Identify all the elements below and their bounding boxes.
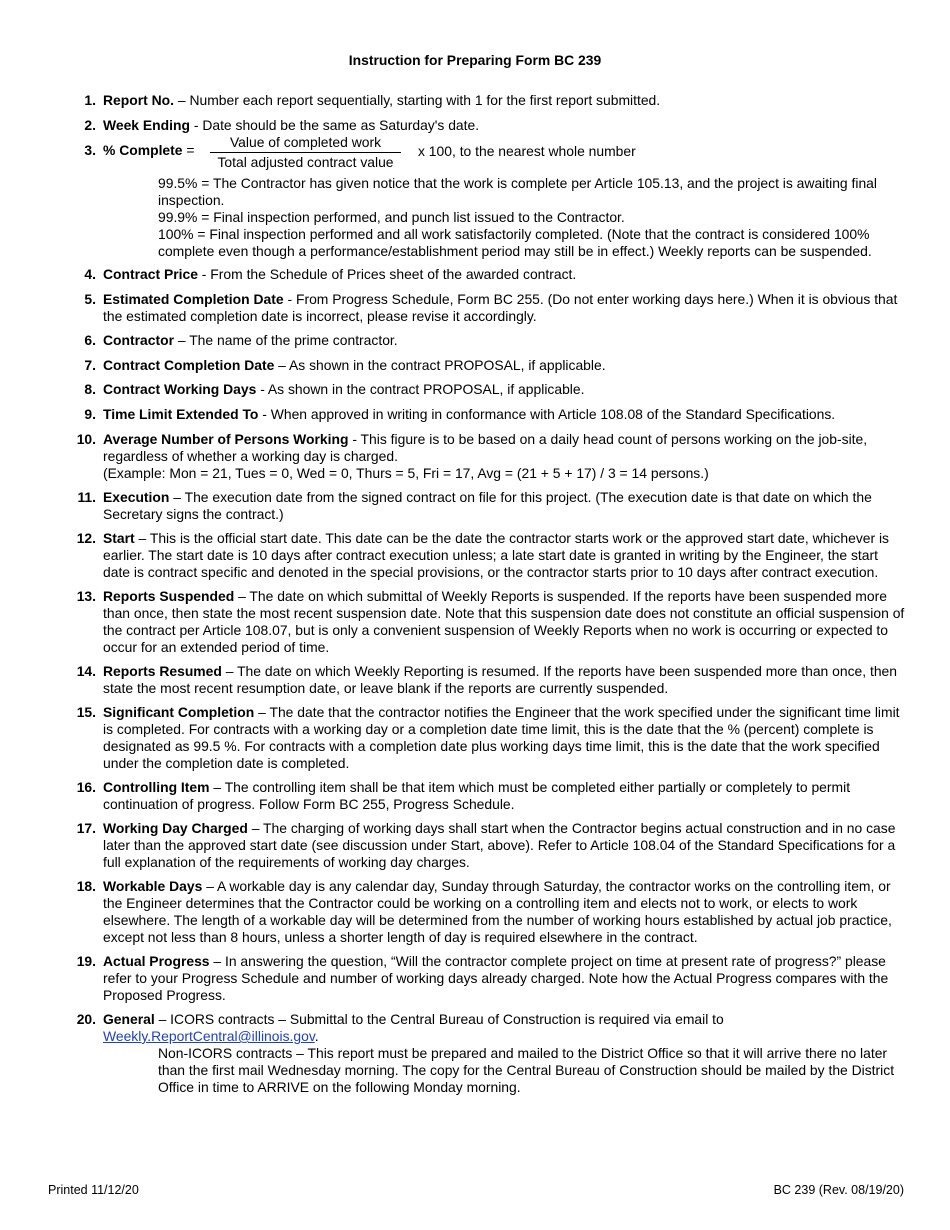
item-text: – In answering the question, “Will the contractor complete project on time at present rate of progress?” please refer to your Progress Schedule and number of working days already charged. Note how the Actual Progress compares with the Proposed Progress.: [103, 953, 889, 1003]
item-text: – ICORS contracts – Submittal to the Central Bureau of Construction is required via email to: [154, 1011, 724, 1027]
item-number: 18.: [76, 878, 96, 894]
item-term: Contract Working Days: [103, 381, 257, 397]
item-text: - When approved in writing in conformance with Article 108.08 of the Standard Specifications.: [258, 406, 836, 422]
list-item: [76, 953, 908, 1004]
list-item: [77, 489, 908, 523]
list-item: [76, 431, 908, 482]
item-text: – Number each report sequentially, starting with 1 for the first report submitted.: [174, 92, 661, 108]
item-text: – The date that the contractor notifies the Engineer that the work specified under the significant time limit is completed. For contracts with a working day or a completion date time limit, this is the date that the % (percent) complete is designated as 99.5 %. For contracts with a completion date plus working days time limit, this is the date that the work specified under the completion date is completed.: [103, 704, 900, 771]
list-item: [84, 406, 908, 423]
item-term: Estimated Completion Date: [103, 291, 284, 307]
percent-notes: [158, 175, 908, 260]
form-revision: BC 239 (Rev. 08/19/20): [773, 1183, 904, 1197]
item-text: – The execution date from the signed contract on file for this project. (The execution date is that date on which the Secretary signs the contract.): [103, 489, 872, 522]
page-title: Instruction for Preparing Form BC 239: [348, 52, 602, 68]
item-term: % Complete: [103, 142, 183, 158]
item-number: 11.: [77, 489, 96, 505]
item-number: 5.: [84, 291, 96, 307]
item-number: 8.: [84, 381, 96, 397]
list-item: [76, 663, 908, 697]
item-number: 13.: [76, 588, 96, 604]
list-item: [76, 530, 908, 581]
list-item: [84, 291, 908, 325]
printed-date: Printed 11/12/20: [48, 1183, 139, 1197]
list-item: [76, 704, 908, 772]
item-text: - Date should be the same as Saturday's date.: [189, 117, 480, 133]
list-item: [84, 92, 908, 109]
item-example: (Example: Mon = 21, Tues = 0, Wed = 0, Thurs = 5, Fri = 17, Avg = (21 + 5 + 17) / 3 = 14 persons.): [103, 465, 709, 481]
percent-note: 100% = Final inspection performed and all work satisfactorily completed. (Note that the contract is considered 100% complete even though a performance/establishment period may still be in effect.) Weekly reports can be suspended.: [158, 226, 872, 259]
item-number: 7.: [84, 357, 96, 373]
non-icors-note: Non-ICORS contracts – This report must be prepared and mailed to the District Office so that it will arrive there no later than the first mail Wednesday morning. The copy for the Central Bureau of Construction should be mailed by the District Office in time to ARRIVE on the following Monday morning.: [158, 1045, 895, 1095]
list-item: [84, 142, 223, 159]
list-item: [76, 779, 908, 813]
item-number: 6.: [84, 332, 96, 348]
item-term: Controlling Item: [103, 779, 210, 795]
list-item: [84, 332, 908, 349]
list-item: [84, 357, 908, 374]
list-item: [76, 878, 908, 946]
item-text: – The name of the prime contractor.: [174, 332, 398, 348]
item-term: Contractor: [103, 332, 174, 348]
list-item: [84, 117, 908, 134]
fraction-multiplier: x 100, to the nearest whole number: [418, 143, 636, 159]
item-number: 15.: [76, 704, 96, 720]
item-text: - As shown in the contract PROPOSAL, if applicable.: [256, 381, 585, 397]
item-number: 16.: [76, 779, 96, 795]
item-text: – A workable day is any calendar day, Sunday through Saturday, the contractor works on the controlling item, or the Engineer determines that the Contractor could be working on a controlling item and elects not to work, or elects to work elsewhere. The length of a workable day will be determined from the number of working hours established by actual job practice, except not less than 8 hours, unless a shorter length of day is required elsewhere in the contract.: [103, 878, 892, 945]
item-number: 19.: [76, 953, 96, 969]
item-number: 2.: [84, 117, 96, 133]
list-item: [76, 1011, 908, 1045]
item-text: – The controlling item shall be that item which must be completed either partially or completely to permit continuation of progress. Follow Form BC 255, Progress Schedule.: [103, 779, 851, 812]
item-term: Workable Days: [103, 878, 203, 894]
item-term: Actual Progress: [103, 953, 210, 969]
item-term: Average Number of Persons Working: [103, 431, 349, 447]
item-term: Report No.: [103, 92, 174, 108]
item-text: - From Progress Schedule, Form BC 255. (Do not enter working days here.) When it is obvious that the estimated completion date is incorrect, please revise it accordingly.: [103, 291, 898, 324]
item-text: – As shown in the contract PROPOSAL, if applicable.: [274, 357, 606, 373]
fraction-denominator: Total adjusted contract value: [217, 154, 394, 170]
percent-note: 99.5% = The Contractor has given notice that the work is complete per Article 105.13, and the project is awaiting final inspection.: [158, 175, 877, 208]
list-item: [76, 820, 908, 871]
item-text: – This is the official start date. This date can be the date the contractor starts work or the approved start date, whichever is earlier. The start date is 10 days after contract execution unless; a late start date is granted in writing by the Engineer, the start date is contract specific and denoted in the special provisions, or the contractor starts prior to 10 days after contract execution.: [103, 530, 890, 580]
item-number: 4.: [84, 266, 96, 282]
percent-note: 99.9% = Final inspection performed, and punch list issued to the Contractor.: [158, 209, 625, 225]
fraction-numerator: Value of completed work: [210, 134, 401, 153]
item-term: Start: [103, 530, 135, 546]
item-term: Reports Resumed: [103, 663, 222, 679]
list-item: [84, 266, 908, 283]
item-text: – The charging of working days shall start when the Contractor begins actual construction and in no case later than the approved start date (see discussion under Start, above). Refer to Article 108.04 of the Standard Specifications for a full explanation of the requirements of working day charges.: [103, 820, 896, 870]
item-number: 1.: [84, 92, 96, 108]
item-number: 10.: [76, 431, 96, 447]
list-item: [84, 381, 908, 398]
item-number: 9.: [84, 406, 96, 422]
email-link[interactable]: Weekly.ReportCentral@illinois.gov: [103, 1028, 315, 1044]
item-number: 3.: [84, 142, 96, 158]
item-text: - This figure is to be based on a daily head count of persons working on the job-site, regardless of whether a working day is charged.: [103, 431, 868, 464]
item-text: – The date on which Weekly Reporting is resumed. If the reports have been suspended more than once, then state the most recent resumption date, or leave blank if the reports are currently suspended.: [103, 663, 898, 696]
item-term: Contract Completion Date: [103, 357, 275, 373]
item-text: – The date on which submittal of Weekly Reports is suspended. If the reports have been suspended more than once, then state the most recent suspension date. Note that this suspension date does not constitute an official suspension of the contract per Article 108.07, but is only a convenient suspension of Weekly Reports when no work is occurring or expected to occur for an extended period of time.: [103, 588, 905, 655]
item-text: - From the Schedule of Prices sheet of the awarded contract.: [197, 266, 577, 282]
list-item: [76, 588, 908, 656]
percent-complete-fraction: [210, 134, 401, 171]
item-term: Reports Suspended: [103, 588, 235, 604]
item-term: Execution: [103, 489, 170, 505]
email-suffix: .: [314, 1028, 319, 1044]
item-term: Time Limit Extended To: [103, 406, 259, 422]
item-term: Working Day Charged: [103, 820, 248, 836]
item-number: 14.: [76, 663, 96, 679]
item-number: 17.: [76, 820, 96, 836]
item-number: 20.: [76, 1011, 96, 1027]
item-term: Week Ending: [103, 117, 190, 133]
item-term: Significant Completion: [103, 704, 255, 720]
item-term: General: [103, 1011, 155, 1027]
item-term: Contract Price: [103, 266, 198, 282]
item-number: 12.: [76, 530, 96, 546]
item-text: =: [182, 142, 195, 158]
